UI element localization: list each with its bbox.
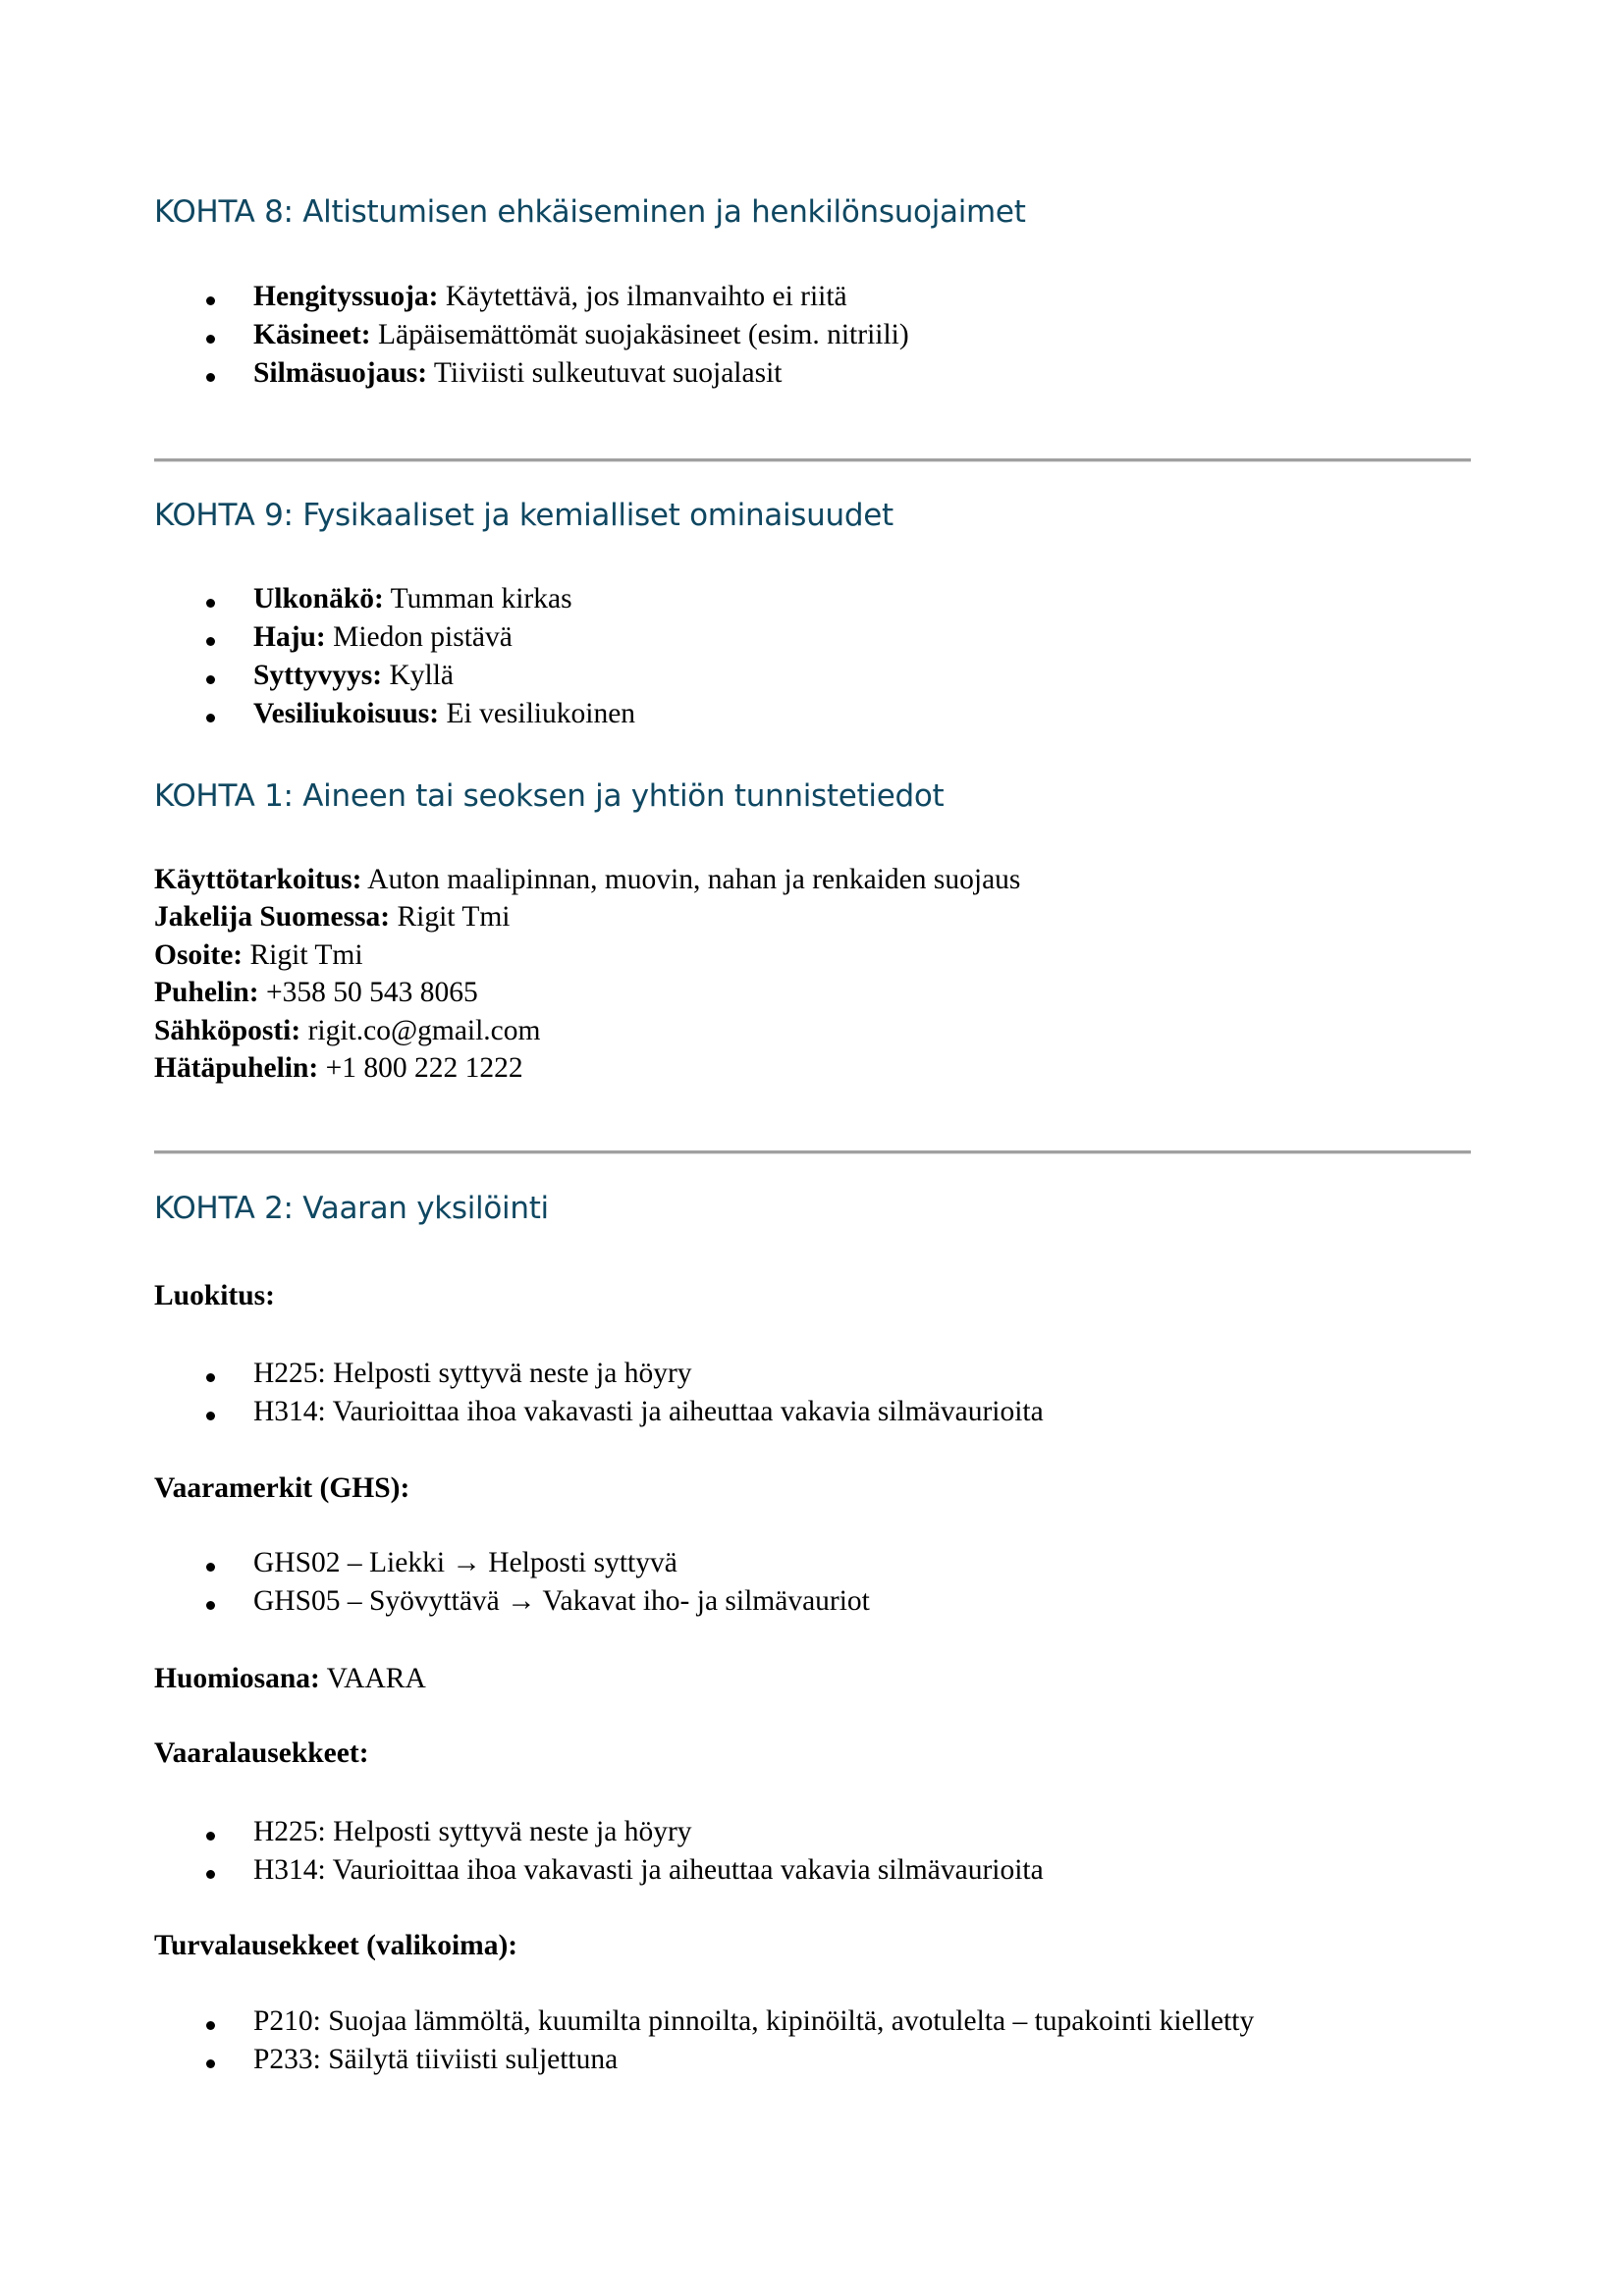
field-label: Jakelija Suomessa: <box>154 901 391 933</box>
subheading-precautionary <box>154 1932 517 1961</box>
subheading-label: Vaaralausekkeet: <box>154 1737 369 1769</box>
bullet-icon <box>206 637 215 646</box>
bullet-icon <box>206 1870 215 1879</box>
section-8-heading: KOHTA 8: Altistumisen ehkäiseminen ja henkilönsuojaimet <box>154 194 1026 230</box>
list-item <box>253 321 909 350</box>
subheading-label: Turvalausekkeet (valikoima): <box>154 1930 518 1961</box>
field-row <box>154 979 478 1008</box>
item-label: Vesiliukoisuus: <box>253 698 440 729</box>
bullet-icon <box>206 296 215 305</box>
field-label: Osoite: <box>154 939 244 971</box>
signal-word-row <box>154 1665 426 1694</box>
field-label: Puhelin: <box>154 977 259 1008</box>
item-value: Käytettävä, jos ilmanvaihto ei riitä <box>438 281 847 312</box>
list-item: P233: Säilytä tiiviisti suljettuna <box>253 2044 619 2075</box>
subheading-label: Luokitus: <box>154 1280 275 1311</box>
list-item: GHS05 – Syövyttävä → Vakavat iho- ja silmävauriot <box>253 1585 870 1617</box>
bullet-icon <box>206 1563 215 1572</box>
subheading-pictograms <box>154 1474 409 1504</box>
subheading-label: Vaaramerkit (GHS): <box>154 1472 410 1504</box>
list-item: H225: Helposti syttyvä neste ja höyry <box>253 1358 692 1389</box>
section-2-heading: KOHTA 2: Vaaran yksilöinti <box>154 1191 549 1226</box>
bullet-icon <box>206 675 215 684</box>
horizontal-divider <box>154 458 1471 462</box>
bullet-icon <box>206 1373 215 1382</box>
horizontal-divider <box>154 1150 1471 1154</box>
field-row <box>154 1017 540 1046</box>
item-value: Miedon pistävä <box>325 621 513 653</box>
bullet-icon <box>206 2059 215 2068</box>
item-value: Läpäisemättömät suojakäsineet (esim. nitriili) <box>370 319 909 350</box>
list-item <box>253 283 847 312</box>
field-label: Käyttötarkoitus: <box>154 864 362 895</box>
bullet-icon <box>206 335 215 344</box>
section-1-heading: KOHTA 1: Aineen tai seoksen ja yhtiön tunnistetiedot <box>154 778 945 814</box>
list-item <box>253 585 572 614</box>
email-link[interactable]: rigit.co@gmail.com <box>300 1015 541 1046</box>
field-label: Hätäpuhelin: <box>154 1052 319 1084</box>
item-label: Käsineet: <box>253 319 371 350</box>
subheading-hazard-statements <box>154 1739 369 1769</box>
section-9-heading: KOHTA 9: Fysikaaliset ja kemialliset ominaisuudet <box>154 498 893 533</box>
list-item: H225: Helposti syttyvä neste ja höyry <box>253 1816 692 1847</box>
item-value: Tumman kirkas <box>383 583 572 614</box>
list-item <box>253 662 454 691</box>
field-label: Sähköposti: <box>154 1015 301 1046</box>
item-label: Haju: <box>253 621 326 653</box>
item-label: Hengityssuoja: <box>253 281 439 312</box>
field-row <box>154 1054 523 1084</box>
field-row <box>154 866 1020 895</box>
bullet-icon <box>206 2021 215 2030</box>
field-value: Rigit Tmi <box>390 901 511 933</box>
bullet-icon <box>206 1412 215 1420</box>
item-value: Tiiviisti sulkeutuvat suojalasit <box>427 357 783 389</box>
list-item: H314: Vaurioittaa ihoa vakavasti ja aiheuttaa vakavia silmävaurioita <box>253 1396 1044 1427</box>
field-label: Huomiosana: <box>154 1663 320 1694</box>
item-label: Ulkonäkö: <box>253 583 384 614</box>
list-item <box>253 623 513 653</box>
list-item: H314: Vaurioittaa ihoa vakavasti ja aiheuttaa vakavia silmävaurioita <box>253 1854 1044 1886</box>
field-row <box>154 903 511 933</box>
bullet-icon <box>206 599 215 608</box>
field-row <box>154 941 363 971</box>
field-value: Auton maalipinnan, muovin, nahan ja renkaiden suojaus <box>361 864 1021 895</box>
item-value: Kyllä <box>382 660 455 691</box>
list-item <box>253 700 635 729</box>
item-label: Silmäsuojaus: <box>253 357 428 389</box>
field-value: +358 50 543 8065 <box>258 977 478 1008</box>
field-value: Rigit Tmi <box>243 939 363 971</box>
bullet-icon <box>206 373 215 382</box>
subheading-classification <box>154 1282 275 1311</box>
list-item: GHS02 – Liekki → Helposti syttyvä <box>253 1547 677 1578</box>
bullet-icon <box>206 714 215 722</box>
list-item: P210: Suojaa lämmöltä, kuumilta pinnoilta, kipinöiltä, avotulelta – tupakointi kielletty <box>253 2005 1255 2037</box>
bullet-icon <box>206 1601 215 1610</box>
list-item <box>253 359 782 389</box>
item-label: Syttyvyys: <box>253 660 383 691</box>
bullet-icon <box>206 1832 215 1841</box>
signal-word: VAARA <box>319 1663 426 1694</box>
field-value: +1 800 222 1222 <box>318 1052 523 1084</box>
item-value: Ei vesiliukoinen <box>439 698 636 729</box>
